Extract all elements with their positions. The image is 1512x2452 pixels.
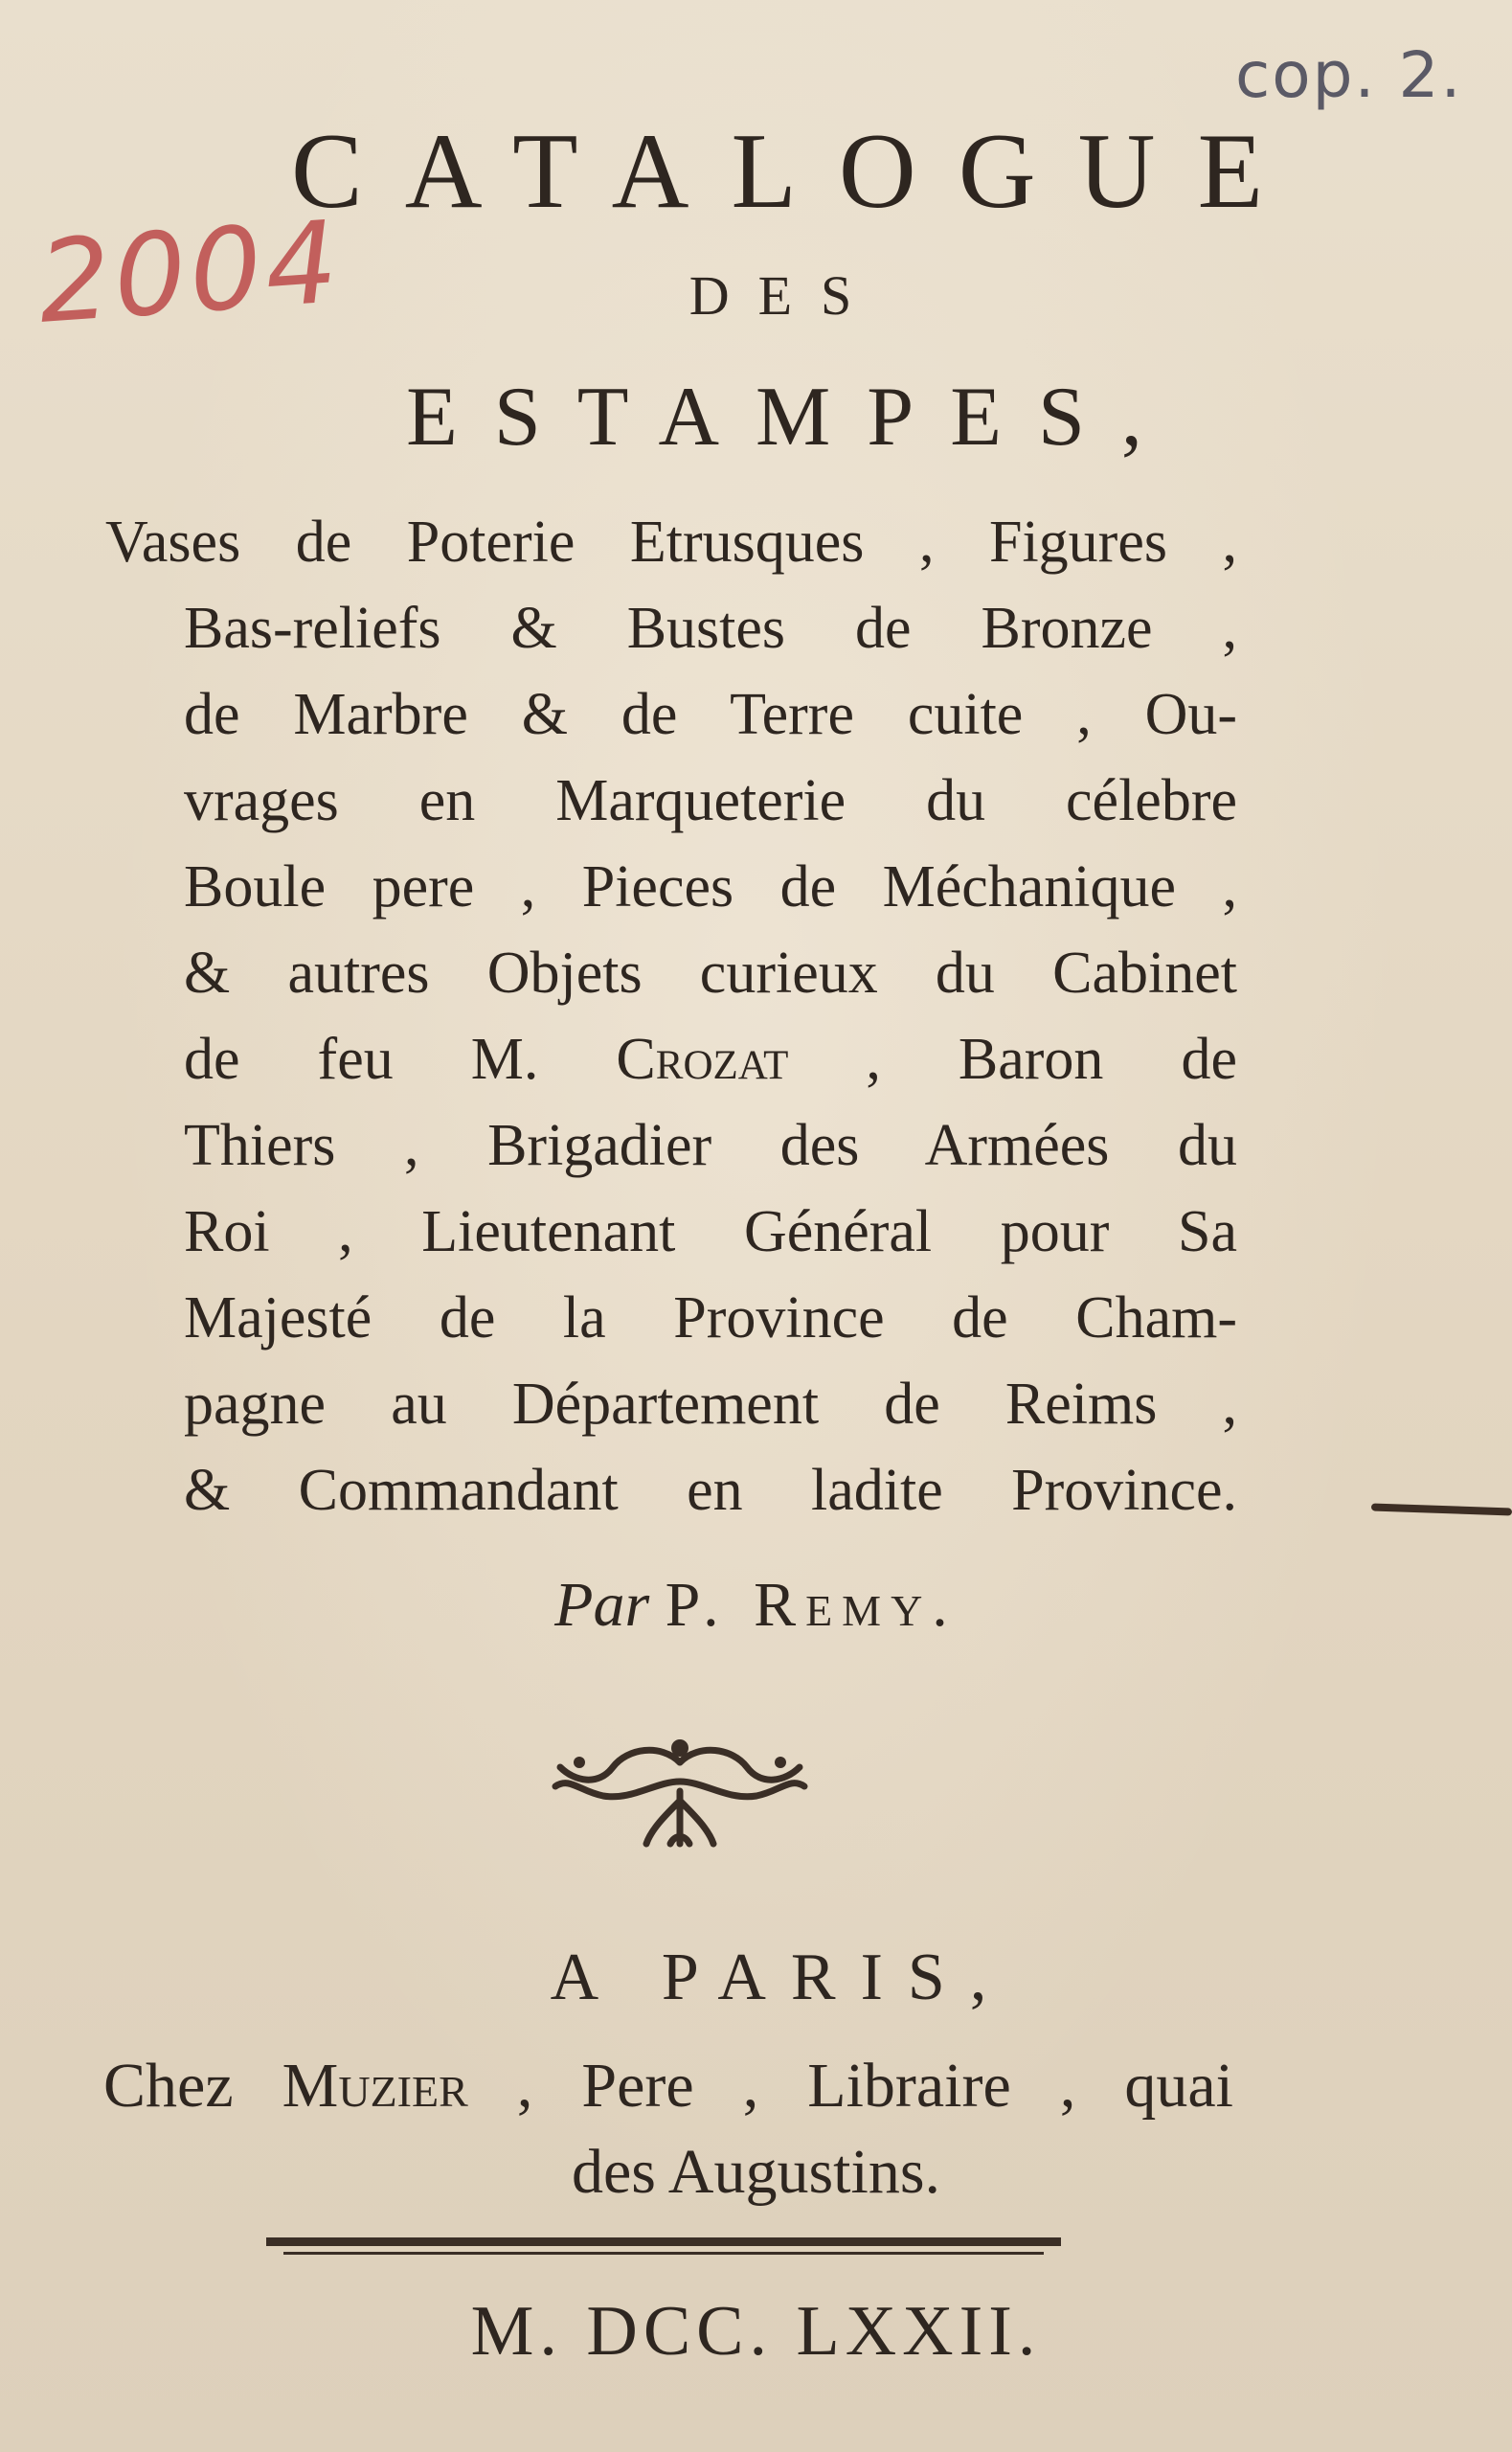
printers-ornament-icon <box>536 1724 824 1868</box>
description-line: vrages en Marqueterie du célebre <box>184 768 1237 833</box>
author-name: P. Remy. <box>665 1570 958 1640</box>
description-line: Vases de Poterie Etrusques , Figures , <box>105 510 1237 575</box>
description-line: & autres Objets curieux du Cabinet <box>184 941 1237 1006</box>
description-line: pagne au Département de Reims , <box>184 1372 1237 1437</box>
byline-par: Par <box>554 1570 650 1640</box>
description-line: Majesté de la Province de Cham- <box>184 1285 1237 1351</box>
author-byline <box>0 1569 1512 1642</box>
publisher-text: Chez Muzier , Pere , Libraire , quai <box>103 2051 1234 2121</box>
description-line: Roi , Lieutenant Général pour Sa <box>184 1199 1237 1264</box>
publisher-line <box>103 2050 1233 2123</box>
description-line: Bas-reliefs & Bustes de Bronze , <box>184 596 1237 661</box>
place-of-publication: A PARIS, <box>550 1941 1012 2014</box>
description-line: & Commandant en ladite Province. <box>184 1458 1237 1523</box>
main-title: CATALOGUE <box>291 112 1305 231</box>
double-rule-divider <box>266 2235 1061 2259</box>
description-line: de feu M. Crozat , Baron de <box>184 1027 1237 1092</box>
publisher-address: des Augustins. <box>571 2137 941 2207</box>
publication-date: M. DCC. LXXII. <box>470 2292 1042 2371</box>
accession-number-annotation: 2004 <box>34 195 346 349</box>
title-estampes: ESTAMPES, <box>406 371 1179 464</box>
description-line: de Marbre & de Terre cuite , Ou- <box>184 682 1237 747</box>
description-line: Thiers , Brigadier des Armées du <box>184 1113 1237 1178</box>
description-line: Boule pere , Pieces de Méchanique , <box>184 854 1237 920</box>
shelfmark-annotation: cop. 2. <box>1235 38 1463 112</box>
title-des: DES <box>688 264 881 327</box>
page-edge-mark <box>1371 1503 1512 1515</box>
